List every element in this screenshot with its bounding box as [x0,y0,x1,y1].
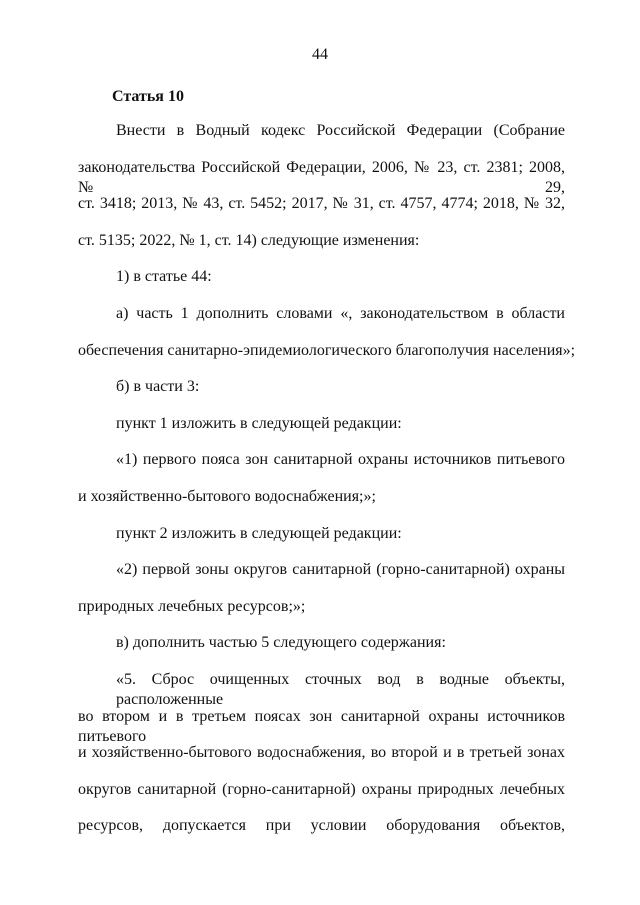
text-line: пункт 1 изложить в следующей редакции: [116,414,402,432]
text-line: б) в части 3: [116,378,200,396]
text-line: в) дополнить частью 5 следующего содержания: [116,634,446,652]
text-line: пункт 2 изложить в следующей редакции: [116,524,402,542]
text-line: законодательства Российской Федерации, 2006, № 23, ст. 2381; 2008, № 29, [78,158,565,196]
text-line: ресурсов, допускается при условии оборудования объектов, [78,817,565,835]
text-line: 1) в статье 44: [116,268,212,286]
text-line: ст. 5135; 2022, № 1, ст. 14) следующие изменения: [78,231,420,249]
text-line: «1) первого пояса зон санитарной охраны источников питьевого [116,451,565,469]
text-line: Внести в Водный кодекс Российской Федерации (Собрание [116,122,565,139]
text-line: природных лечебных ресурсов;»; [78,597,306,615]
text-line: «5. Сброс очищенных сточных вод в водные объекты, расположенные [116,671,565,708]
text-line: и хозяйственно-бытового водоснабжения, во второй и в третьей зонах [78,744,565,762]
text-line: округов санитарной (горно-санитарной) охраны природных лечебных [78,780,565,798]
article-title: Статья 10 [112,88,184,105]
page-number: 44 [312,46,328,63]
text-line: и хозяйственно-бытового водоснабжения;»; [78,488,376,505]
text-line: «2) первой зоны округов санитарной (горно-санитарной) охраны [116,561,565,579]
text-line: во втором и в третьем поясах зон санитарной охраны источников питьевого [78,707,565,745]
text-line: обеспечения санитарно-эпидемиологического благополучия населения»; [78,341,576,359]
text-line: а) часть 1 дополнить словами «, законодательством в области [116,305,565,322]
text-line: ст. 3418; 2013, № 43, ст. 5452; 2017, № 31, ст. 4757, 4774; 2018, № 32, [78,195,565,213]
